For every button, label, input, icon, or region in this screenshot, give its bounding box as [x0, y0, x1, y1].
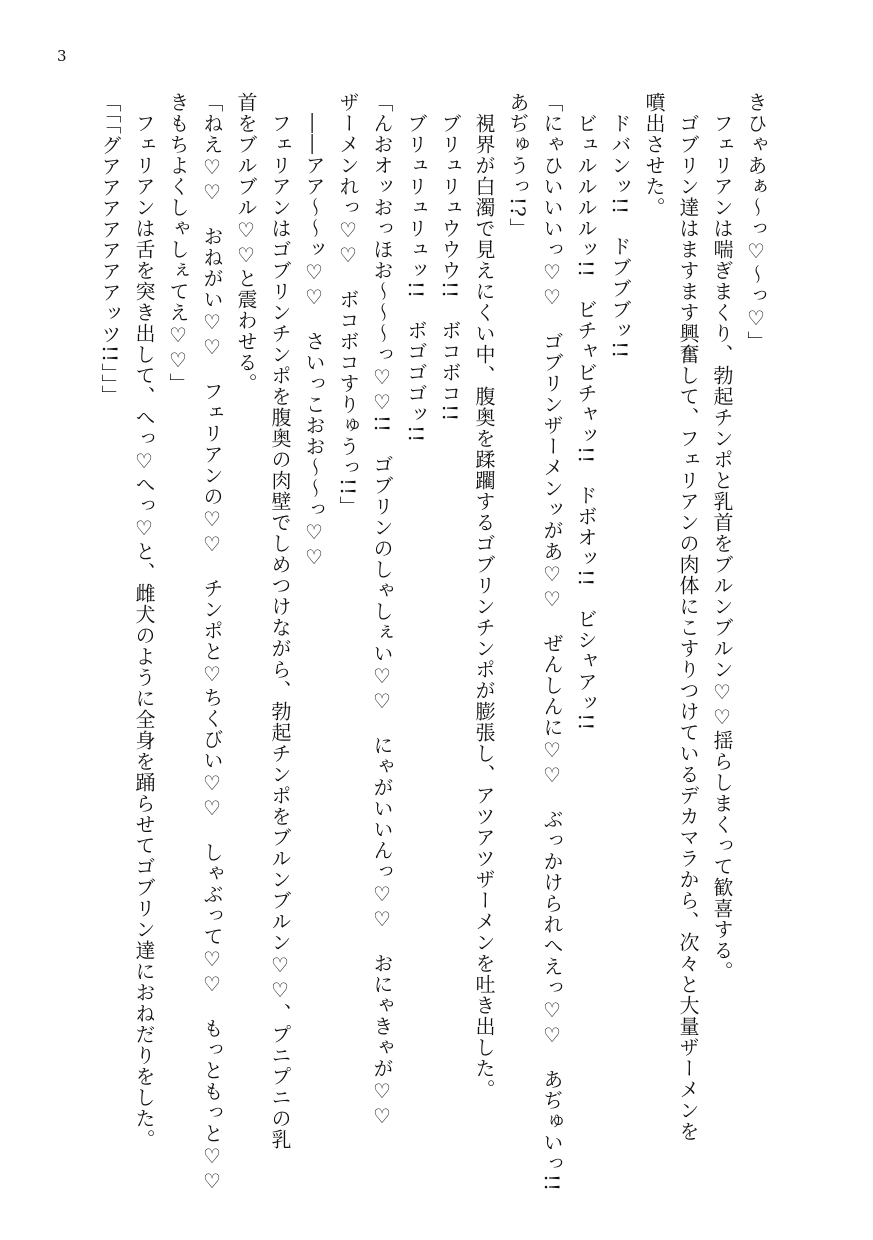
text-line: フェリアンはゴブリンチンポを腹奥の肉壁でしめつけながら、勃起チンポをブルンブルン♡♡、プニプニの乳 [268, 92, 292, 1150]
text-line: 「ねえ♡♡ おねがい♡♡ フェリアンの♡♡ チンポと♡ちくびい♡♡ しゃぶって♡♡ もっともっと♡♡ [200, 92, 224, 1194]
text-line: ――アア〜〜ッ♡♡ さいっこおお〜〜っ♡♡ [302, 92, 326, 570]
text-line: ゴブリン達はますます興奮して、フェリアンの肉体にこすりつけているデカマラから、次々と大量ザーメンを [676, 92, 700, 1142]
text-line: きひゃあぁ〜っ♡〜っ♡」 [744, 92, 768, 352]
text-line: ザーメンれっ♡♡ ボコボコすりゅうっ!!」 [336, 92, 360, 518]
text-line: フェリアンは舌を突き出して、へっ♡へっ♡と、雌犬のように全身を踊らせてゴブリン達におねだりをした。 [132, 92, 156, 1150]
text-line: ビュルルルルッ!! ビチャビチャッ!! ドボオッ!! ビシャアッ!! [574, 92, 598, 732]
text-line: 「にゃひいいいっ♡♡ ゴブリンザーメンッがあ♡♡ ぜんしんに♡♡ ぶっかけられへえっ♡♡ あぢゅいっ!! [540, 92, 564, 1193]
text-line: 「「「グアアアアアアアッツ!!」」」 [98, 92, 122, 407]
text-line: あぢゅうっ!?」 [506, 92, 530, 239]
vertical-body-text [93, 92, 773, 1194]
text-line: 「んおオッおっほお〜〜〜っ♡♡!! ゴブリンのしゃしぇい♡♡ にゃがいいんっ♡♡ おにゃきゃが♡♡ [370, 92, 394, 1130]
text-line: フェリアンは喘ぎまくり、勃起チンポと乳首をブルンブルン♡♡揺らしまくって歓喜する。 [710, 92, 734, 982]
text-line: きもちよくしゃしぇてえ♡♡」 [166, 92, 190, 394]
text-line: ドバンッ!! ドブブブッ!! [608, 92, 632, 360]
text-line: ブリュリュリュッ!! ボゴゴゴッ!! [404, 92, 428, 444]
page-number: 3 [57, 47, 67, 65]
text-line: ブリュリュウウウ!! ボコボコ!! [438, 92, 462, 423]
text-line: 噴出させた。 [642, 92, 666, 218]
text-line: 視界が白濁で見えにくい中、腹奥を蹂躙するゴブリンチンポが膨張し、アツアツザーメンを吐き出した。 [472, 92, 496, 1100]
text-line: 首をブルブル♡♡と震わせる。 [234, 92, 258, 394]
